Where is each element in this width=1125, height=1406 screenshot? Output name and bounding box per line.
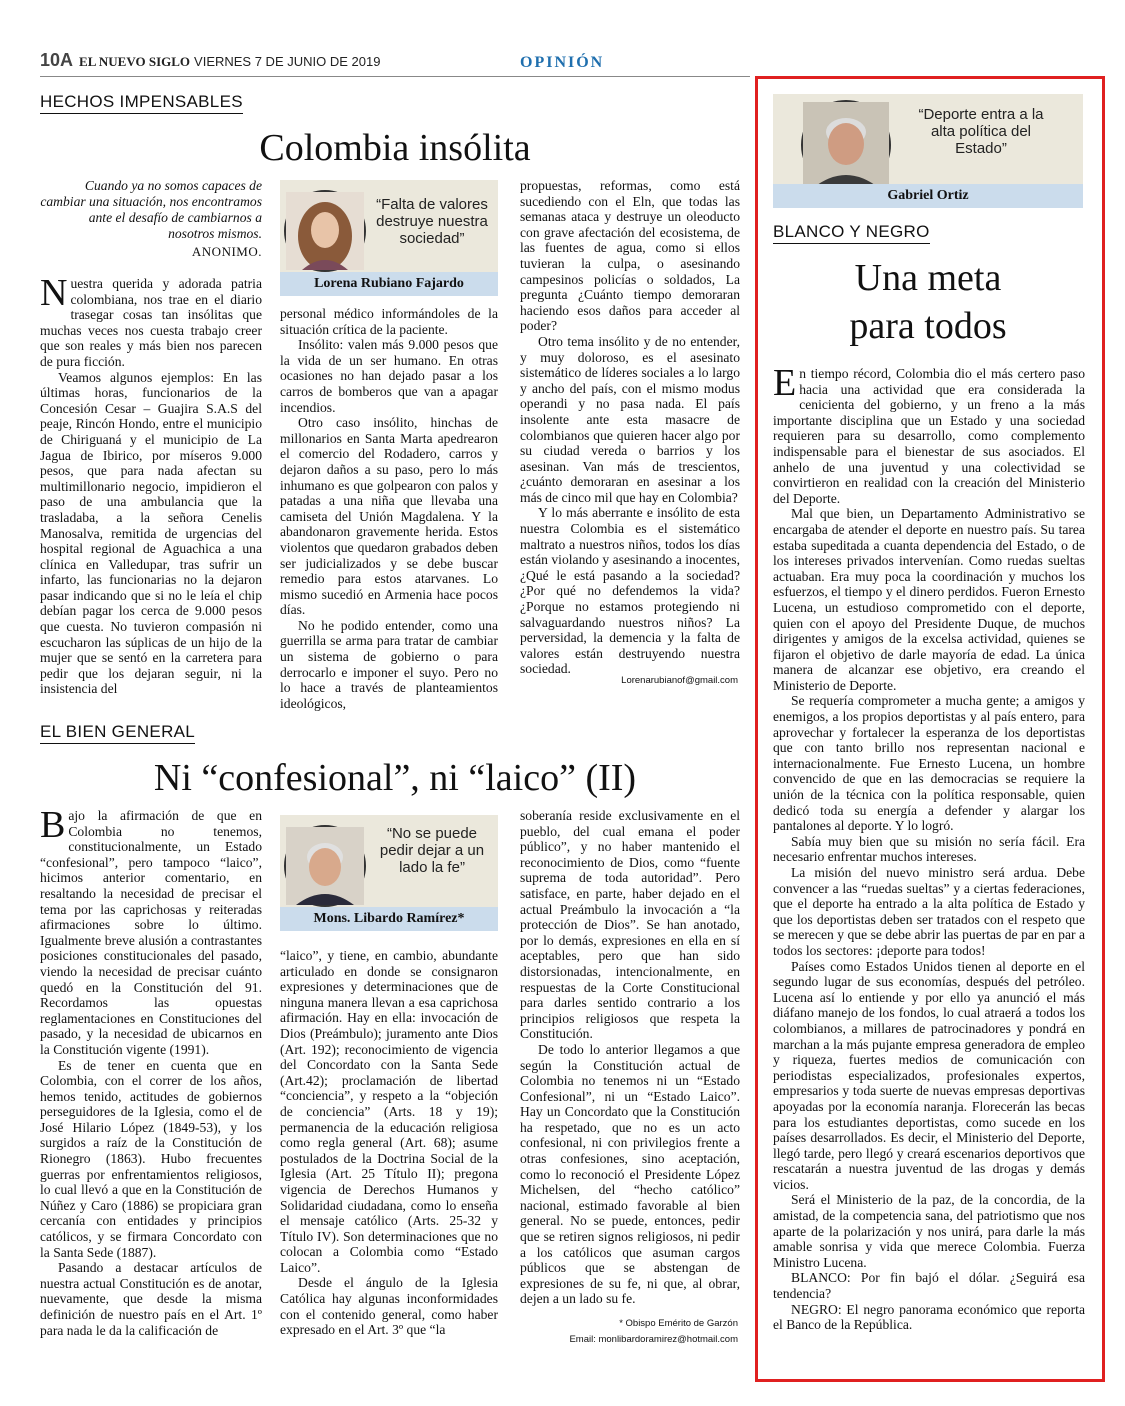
paragraph: Veamos algunos ejemplos: En las últimas horas, funcionarios de la Concesión Cesar – Guajira S.A.S del peaje, Rincón Hondo, entre el municipio de Chiriguaná y el municipio de La Jagua de Ibirico, por míseros 9.000 pesos, que para nada afectan su multimillonario negocio, impidieron el paso de una ambulancia que la trasladaba, a la señora Cenelis Manosalva, remitida de urgencias del hospital regional de Aguachica a una clínica en Valledupar, tras sufrir un infarto, las funcionarias no la dejaron pasar indicando que si no le leía el chip debían pagar los cerca de 9.000 pesos que cuesta. No tuvieron compasión ni escucharon las súplicas de un hijo de la mujer que se sentó en la carretera para pedir que los dejaran seguir, ni la insistencia del: [40, 369, 262, 697]
paragraph: Países como Estados Unidos tienen al deporte en el segundo lugar de sus economías, después del petróleo. Lucena así lo entiende y por ello ya anunció el más diáfano manejo de los fondos, lo cual atraerá a todos los colombianos, a millares de patrocinadores y pondrá en marchan a la más pujante empresa generadora de empleo y riqueza, fuertes medios de comunicación con periodistas especializados, profesionales expertos, empresarios y toda suerte de nuevas empresas deportivas apoyadas por la economía naranja. Florecerán las becas para los estudiantes deportistas, como sucede en los países desarrollados. Es decir, el Ministerio del Deporte, llegó tarde, pero llegó y creará escenarios deportivos que rescatarán a nuestra juventud de las drogas y demás vicios.: [773, 958, 1085, 1192]
article1-column-3: [520, 178, 740, 677]
paragraph: Otro tema insólito y de no entender, y muy doloroso, es el asesinato sistemático de líderes sociales a lo largo y ancho del país, con el mismo modus operandi y no pasa nada. El país insolente ante esta masacre de colombianos que quieren hacer algo por su ciudad vereda o barrios y los asesinan. Van más de trescientos, ¿cuánto demoraran en asesinar a los más de cinco mil que hay en Colombia?: [520, 333, 740, 505]
author-name: Mons. Libardo Ramírez*: [280, 907, 498, 931]
paragraph: No he podido entender, como una guerrilla se arma para tratar de cambiar un sistema de gobierno o para derrocarlo e imponer el suyo. Pero no lo hace a través de planteamientos ideológicos,: [280, 617, 498, 711]
paragraph: NEGRO: El negro panorama económico que reporta el Banco de la República.: [773, 1301, 1085, 1333]
author-name: Lorena Rubiano Fajardo: [280, 272, 498, 296]
author-name: Gabriel Ortiz: [773, 184, 1083, 208]
epigraph-author: ANONIMO.: [191, 244, 262, 259]
article1-quote-box: [280, 180, 498, 296]
headline-line: Una meta: [854, 257, 1002, 299]
author-photo-avatar: [801, 100, 891, 190]
drop-cap: E: [773, 362, 797, 404]
page-number: 10A: [40, 50, 74, 70]
paragraph: Bajo la afirmación de que en Colombia no tenemos, constitucionalmente, un Estado “confesional”, pero tampoco “laico”, hicimos anterior comentario, en resaltando la necesidad de precisar el tema por las caprichosas y reiteradas afirmaciones sobre lo último. Igualmente breve alusión a contrastantes posiciones constitucionales del pasado, viendo la necesidad de precisar cuánto quedó en la Constitución del 91. Recordamos las opuestas reglamentaciones en Constituciones del pasado, y la necesidad de ubicarnos en la Constitución vigente (1991).: [40, 804, 262, 1057]
drop-cap: B: [40, 804, 66, 846]
paragraph: Y lo más aberrante e insólito de esta nuestra Colombia es el sistemático maltrato a nuestros niños, todos los días están violando y asesinando a inocentes, ¿Qué le está pasando a la sociedad? ¿Por qué no defendemos la vida? ¿Porque no estamos protegiendo ni salvaguardando nuestros niños? La perversidad, la demencia y la falta de valores están destruyendo nuestra sociedad.: [520, 505, 740, 677]
author-photo-avatar: [284, 825, 366, 907]
paragraph: Es de tener en cuenta que en Colombia, con el correr de los años, hemos tenido, actitudes de gobiernos perseguidores de la Iglesia, como el de José Hilario López (1849-53), y los surgidos a raíz de la Constitución de Rionegro (1863). Hubo frecuentes guerras por enfrentamientos religiosos, lo cual llevó a que en la Constitución de Núñez y Caro (1886) se propiciara gran cercanía con entidades y principios católicos, y se firmara Concordato con la Santa Sede (1887).: [40, 1057, 262, 1260]
article1-column-1: [40, 272, 262, 697]
article2-headline: Ni “confesional”, ni “laico” (II): [153, 757, 637, 799]
paragraph: La misión del nuevo ministro será ardua. Debe convencer a las “ruedas sueltas” y a ciertas federaciones, que el deporte ha entrado a la alta política de Estado y que los deportistas deben ser tratados con el respeto que se merecen y que se debe abrir las puertas de par en par a todos los sectores: ¡deporte para todos!: [773, 865, 1085, 958]
pull-quote: “Falta de valores destruye nuestra sociedad”: [376, 196, 488, 247]
article2-email: Email: monlibardoramirez@hotmail.com: [569, 1334, 738, 1345]
paragraph: En tiempo récord, Colombia dio el más certero paso hacia una actividad que era considerada la cenicienta del gobierno, y un freno a la más importante disciplina que un Estado y una sociedad requieren para su desarrollo, como complemento indispensable para el bienestar de sus asociados. El anhelo de una juventud y una colectividad se convirtieron en realidad con la creación del Ministerio del Deporte.: [773, 362, 1085, 506]
issue-date: VIERNES 7 DE JUNIO DE 2019: [194, 54, 381, 69]
paragraph: personal médico informándoles de la situación crítica de la paciente.: [280, 306, 498, 337]
paragraph: Se requería comprometer a mucha gente; a amigos y enemigos, a los propios deportistas y al país entero, para aprovechar y fortalecer la esperanza de los deportistas que con tanto brillo nos representan nacional e internacionalmente. Fue Ernesto Lucena, un hombre convencido de que en las democracias se requiere la unión de la técnica con la política responsable, quien dedicó toda su energía a defender y alargar los pantalones al deporte. Y lo logró.: [773, 693, 1085, 834]
epigraph-text: Cuando ya no somos capaces de cambiar una situación, nos encontramos ante el desafío de cambiarnos a nosotros mismos.: [40, 178, 262, 241]
article3-quote-box: [773, 94, 1083, 208]
article1-email: Lorenarubianof@gmail.com: [621, 675, 738, 686]
article2-column-2: [280, 948, 498, 1346]
paragraph: Pasando a destacar artículos de nuestra actual Constitución es de anotar, nuevamente, que desde la misma definición de nuestro país en el Art. 1º para nada le da la calificación de: [40, 1260, 262, 1338]
paragraph: Será el Ministerio de la paz, de la concordia, de la amistad, de la competencia sana, del patriotismo que nos aparte de la polarización y nos unirá, para darle la más amable sonrisa y vida que merece Colombia. Fuerza Ministro Lucena.: [773, 1192, 1085, 1270]
drop-cap: N: [40, 272, 68, 314]
headline-line: para todos: [849, 305, 1007, 347]
pull-quote: “No se puede pedir dejar a un lado la fe”: [379, 825, 485, 876]
article2-column-3: [520, 808, 740, 1316]
article1-column-2: [280, 306, 498, 711]
article3-headline: [773, 254, 1083, 350]
paragraph: Otro caso insólito, hinchas de millonarios en Santa Marta apedrearon el comercio del Rodadero, carros y dejaron daños a su paso, pero lo más inhumano es que golpearon con palos y patadas a una niña que llevaba una camiseta del Unión Magdalena. Y la abandonaron gravemente herida. Estos violentos que quedaron grabados deben ser judicializados y se debe buscar remedio para estos atarvanes. Lo mismo sucedió en Armenia hace pocos días.: [280, 415, 498, 618]
author-photo-avatar: [284, 190, 366, 272]
article3-body: [773, 362, 1085, 1356]
article1-kicker: HECHOS IMPENSABLES: [40, 92, 243, 114]
paragraph: Insólito: valen más 9.000 pesos que la vida de un ser humano. En otras ocasiones no han dejado pasar a los carros de bomberos que van a apagar incendios.: [280, 337, 498, 415]
paragraph: Sabía muy bien que su misión no sería fácil. Era necesario enfrentar muchos intereses.: [773, 833, 1085, 865]
pull-quote: “Deporte entra a la alta política del Estado”: [918, 106, 1044, 157]
paragraph: Mal que bien, un Departamento Administrativo se encargaba de atender el deporte en nuestro país. Su tarea estaba supeditada a cuanta dependencia del Estado, o de los intereses privados intervenían. Como ruedas sueltas actuaban. Era muy poca la coordinación y muchos los esfuerzos, el tiempo y el dinero perdidos. Fueron Ernesto Lucena, un estudioso comprometido con el deporte, quien con el apoyo del Presidente Duque, de muchos dirigentes y amigos de la excelsa actividad, quienes se fijaron el objetivo de darle mayoría de edad. La única manera de alcanzar ese objetivo, era creando el Ministerio de Deporte.: [773, 506, 1085, 693]
paragraph: Nuestra querida y adorada patria colombiana, nos trae en el diario trasegar cosas tan insólitas que muchas veces nos cuesta trabajo creer que son reales y más bien nos parecen de pura ficción.: [40, 272, 262, 369]
article1-epigraph: [40, 178, 262, 260]
newspaper-name: EL NUEVO SIGLO: [79, 54, 191, 69]
article2-footnote: * Obispo Emérito de Garzón: [619, 1318, 738, 1329]
paragraph: Desde el ángulo de la Iglesia Católica hay algunas inconformidades con el contenido general, como haber expresado en el Art. 3º que “la: [280, 1275, 498, 1338]
portrait-icon: [286, 827, 364, 905]
article2-quote-box: [280, 815, 498, 931]
page-folio: [40, 50, 380, 71]
article3-kicker: BLANCO Y NEGRO: [773, 222, 930, 244]
paragraph: BLANCO: Por fin bajó el dólar. ¿Seguirá esa tendencia?: [773, 1270, 1085, 1302]
portrait-icon: [803, 102, 889, 188]
article1-headline: Colombia insólita: [259, 127, 531, 169]
paragraph: “laico”, y tiene, en cambio, abundante articulado en donde se consignaron expresiones y determinaciones que de ninguna manera llevan a esa caprichosa afirmación. Hay en ella: invocación de Dios (Preámbulo); juramento ante Dios (Art. 192); reconocimiento de vigencia del Concordato con la Santa Sede (Art.42); proclamación de libertad “conciencia”, y respeto a la “objeción de conciencia” (Arts. 18 y 19); permanencia de la educación religiosa como regla general (Art. 68); asume postulados de la Doctrina Social de la Iglesia (Art. 25 Título II); pregona vigencia de Derechos Humanos y Solidaridad ciudadana, como lo enseña el mensaje católico (Arts. 25-32 y Título IV). Son determinaciones que no colocan a Colombia como “Estado Laico”.: [280, 948, 498, 1275]
paragraph: propuestas, reformas, como está sucediendo con el Eln, que todas las semanas ataca y destruye un oleoducto con grave afectación del ecosistema, de las fuentes de agua, como si ellos tuvieran la culpa, o asesinando campesinos policías o soldados, La pregunta ¿Cuánto tiempo demoraran haciendo esos daños para acceder al poder?: [520, 178, 740, 334]
paragraph: De todo lo anterior llegamos a que según la Constitución actual de Colombia no tenemos ni un “Estado Confesional”, ni un “Estado Laico”. Hay un Concordato que la Constitución ha respetado, que no es un acto confesional, ni con privilegios frente a otras confesiones, sino aceptación, como lo reconoció el Presidente López Michelsen, del “hecho católico” nacional, estimado favorable al bien general. No se puede, entonces, pedir que se retiren signos religiosos, ni pedir a los católicos que asuman cargos públicos que se abstengan de expresiones de su fe, ni que, al obrar, dejen a un lado su fe.: [520, 1041, 740, 1307]
portrait-icon: [286, 192, 364, 270]
header-rule: [40, 76, 750, 77]
article2-kicker: EL BIEN GENERAL: [40, 722, 195, 744]
section-title: OPINIÓN: [520, 54, 605, 71]
article2-column-1: [40, 804, 262, 1346]
paragraph: soberanía reside exclusivamente en el pueblo, del cual emana el poder público”, y no haber mantenido el reconocimiento de Dios, como “fuente suprema de toda autoridad”. Pero satisface, en parte, haber dejado en el actual Preámbulo la invocación a “la protección de Dios”. Se han anotado, por lo demás, expresiones en ella en sí aceptables, pero que han sido distorsionadas, intencionalmente, en respuestas de la Corte Constitucional para darles sentido contrario a los principios religiosos que respeta la Constitución.: [520, 808, 740, 1042]
